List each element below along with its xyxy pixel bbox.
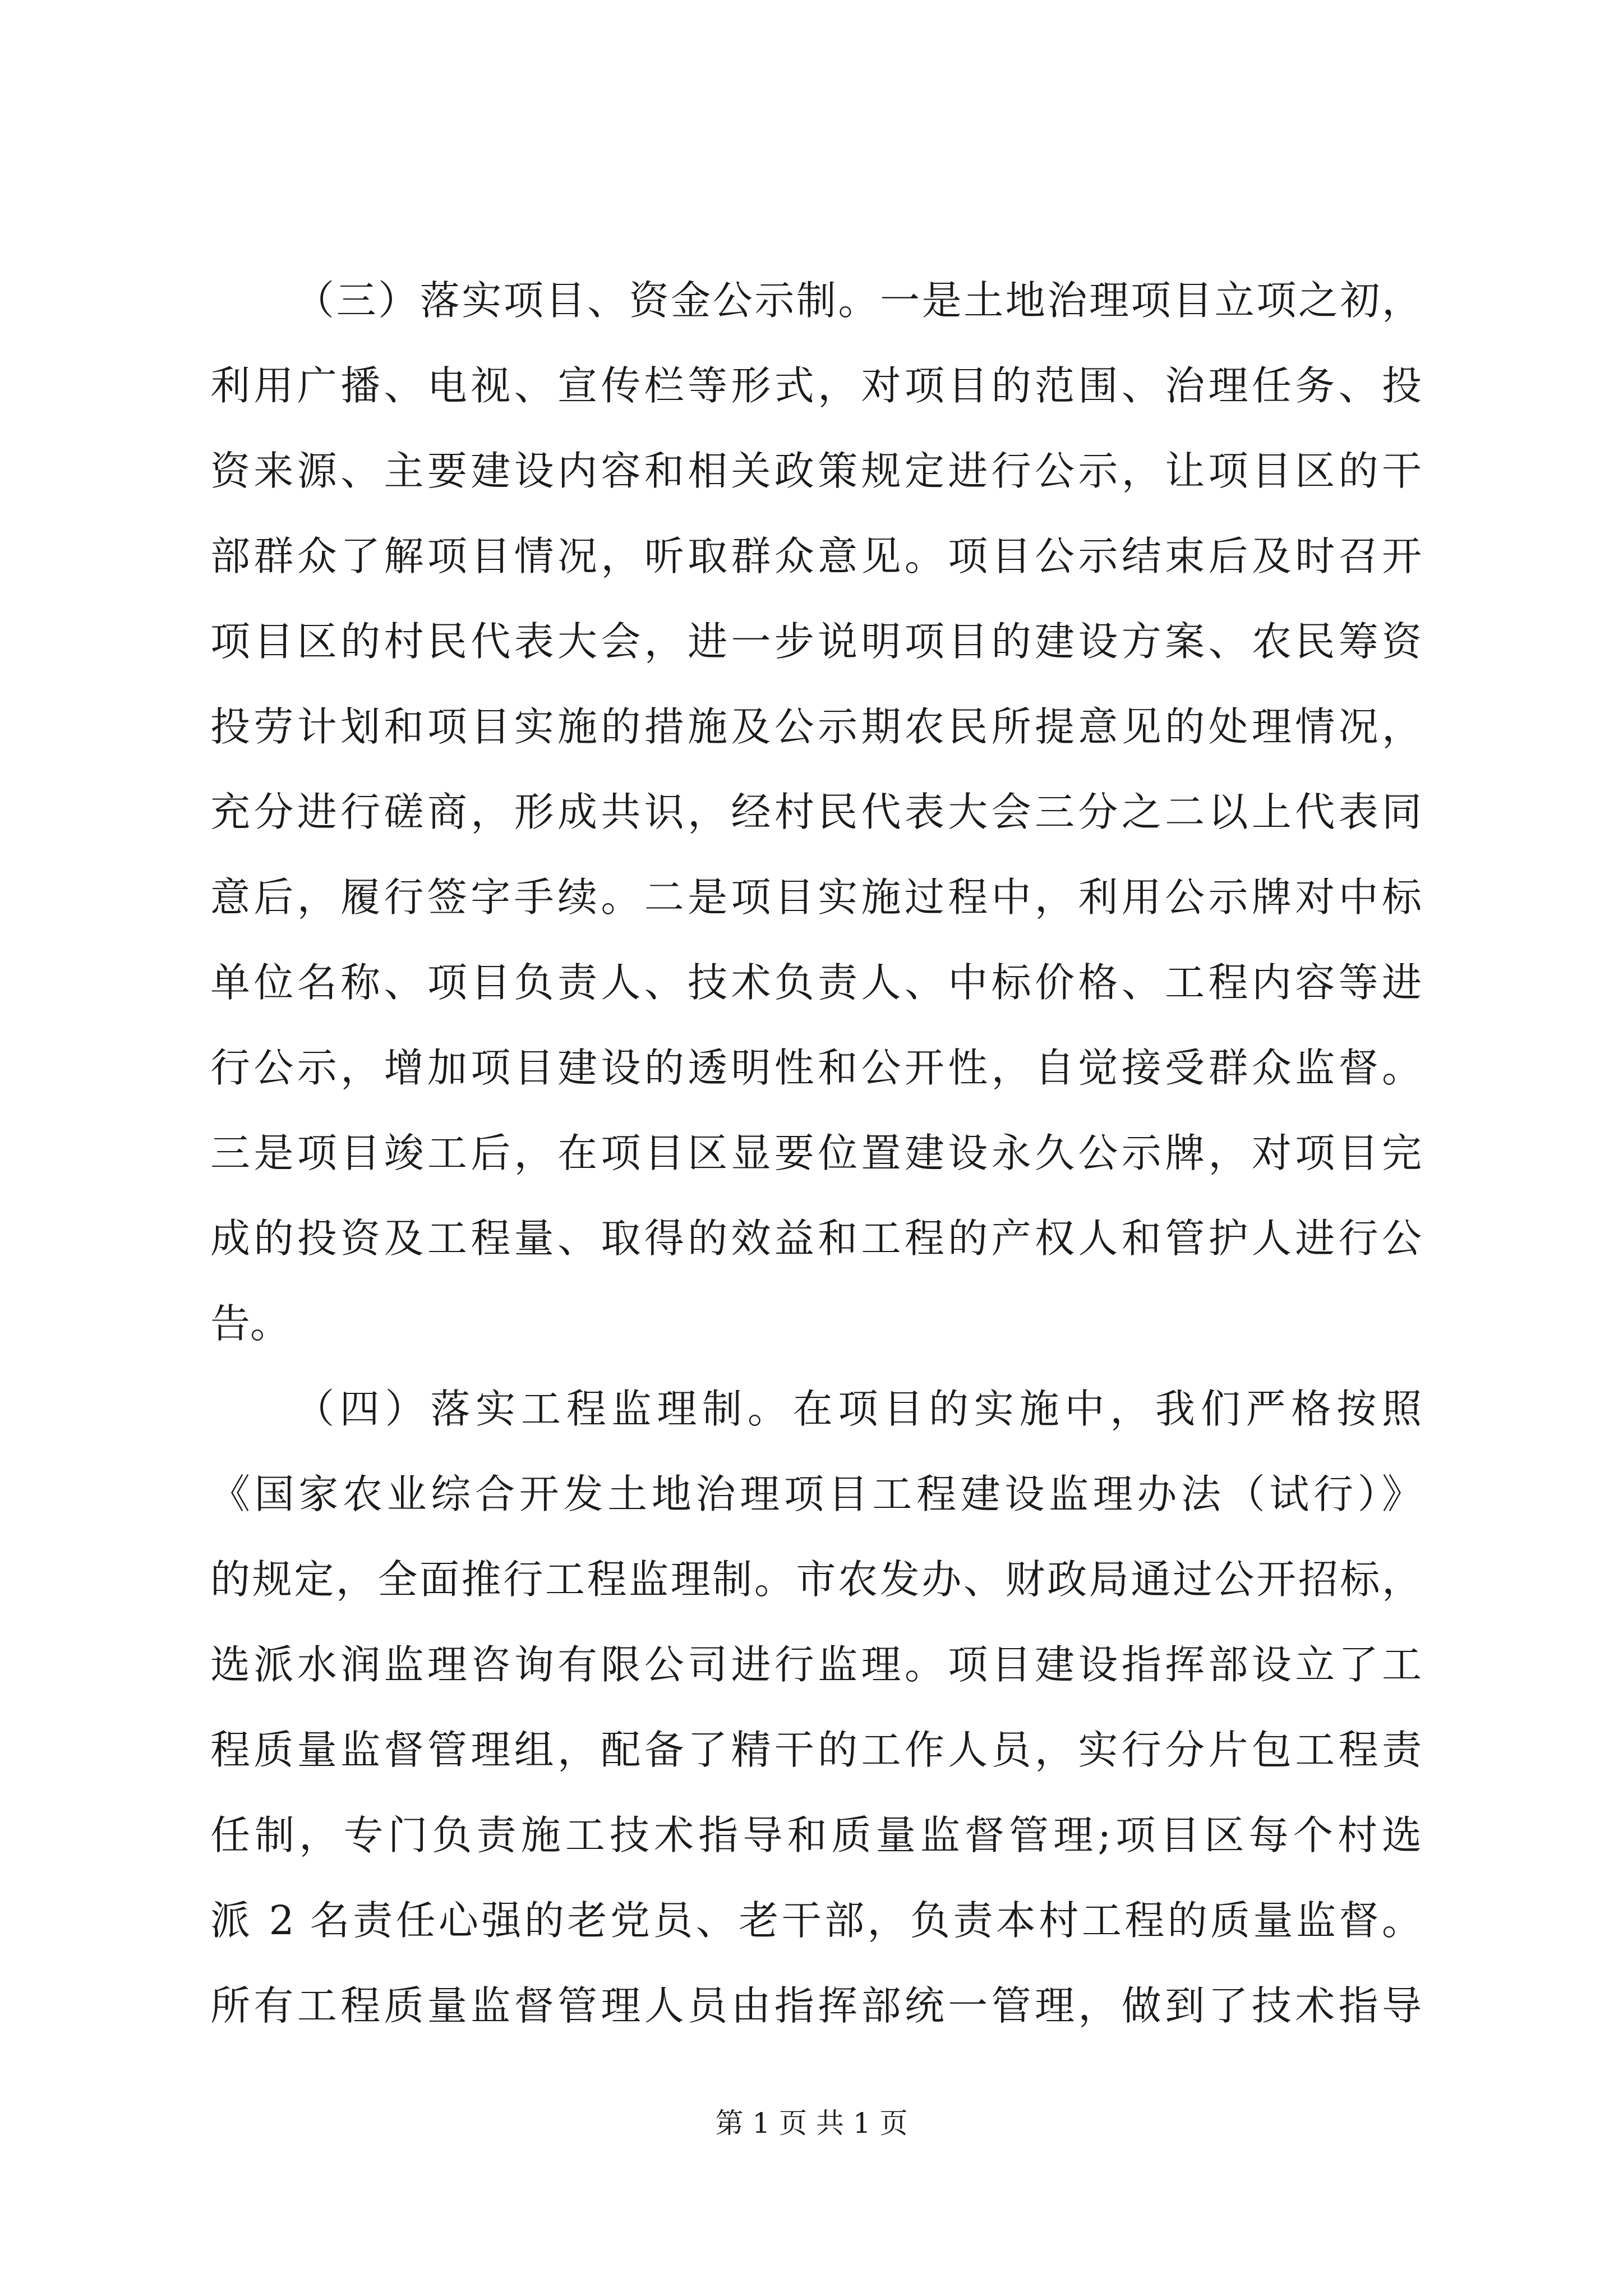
paragraph-4-line: 所有工程质量监督管理人员由指挥部统一管理，做到了技术指导	[210, 1982, 1422, 2029]
paragraph-3-line: 利用广播、电视、宣传栏等形式，对项目的范围、治理任务、投	[210, 362, 1422, 409]
paragraph-3-line: 单位名称、项目负责人、技术负责人、中标价格、工程内容等进	[210, 959, 1422, 1006]
paragraph-3-line: 资来源、主要建设内容和相关政策规定进行公示，让项目区的干	[210, 448, 1422, 494]
paragraph-3-line: 行公示，增加项目建设的透明性和公开性，自觉接受群众监督。	[210, 1045, 1422, 1091]
paragraph-4-line: 《国家农业综合开发土地治理项目工程建设监理办法（试行）》	[210, 1471, 1422, 1517]
paragraph-3-line: 部群众了解项目情况，听取群众意见。项目公示结束后及时召开	[210, 533, 1422, 579]
document-body	[210, 258, 1422, 2049]
paragraph-4-line: 任制，专门负责施工技术指导和质量监督管理;项目区每个村选	[210, 1812, 1422, 1858]
paragraph-4-line: 选派水润监理咨询有限公司进行监理。项目建设指挥部设立了工	[210, 1641, 1422, 1688]
paragraph-3-line: 充分进行磋商，形成共识，经村民代表大会三分之二以上代表同	[210, 789, 1422, 835]
paragraph-4-line: （四）落实工程监理制。在项目的实施中，我们严格按照	[294, 1386, 1422, 1432]
paragraph-3-line: 投劳计划和项目实施的措施及公示期农民所提意见的处理情况，	[210, 703, 1422, 750]
paragraph-4-line: 的规定，全面推行工程监理制。市农发办、财政局通过公开招标，	[210, 1556, 1422, 1603]
paragraph-4-line: 程质量监督管理组，配备了精干的工作人员，实行分片包工程责	[210, 1727, 1422, 1773]
paragraph-3-line: 告。	[210, 1300, 291, 1347]
paragraph-4-line: 派 2 名责任心强的老党员、老干部，负责本村工程的质量监督。	[210, 1897, 1422, 1944]
paragraph-3-line: 成的投资及工程量、取得的效益和工程的产权人和管护人进行公	[210, 1215, 1422, 1262]
page-footer: 第 1 页 共 1 页	[715, 2107, 908, 2139]
paragraph-3-line: 意后，履行签字手续。二是项目实施过程中，利用公示牌对中标	[210, 874, 1422, 921]
paragraph-3-line: （三）落实项目、资金公示制。一是土地治理项目立项之初，	[294, 277, 1422, 324]
paragraph-3-line: 三是项目竣工后，在项目区显要位置建设永久公示牌，对项目完	[210, 1130, 1422, 1176]
paragraph-3-line: 项目区的村民代表大会，进一步说明项目的建设方案、农民筹资	[210, 618, 1422, 665]
